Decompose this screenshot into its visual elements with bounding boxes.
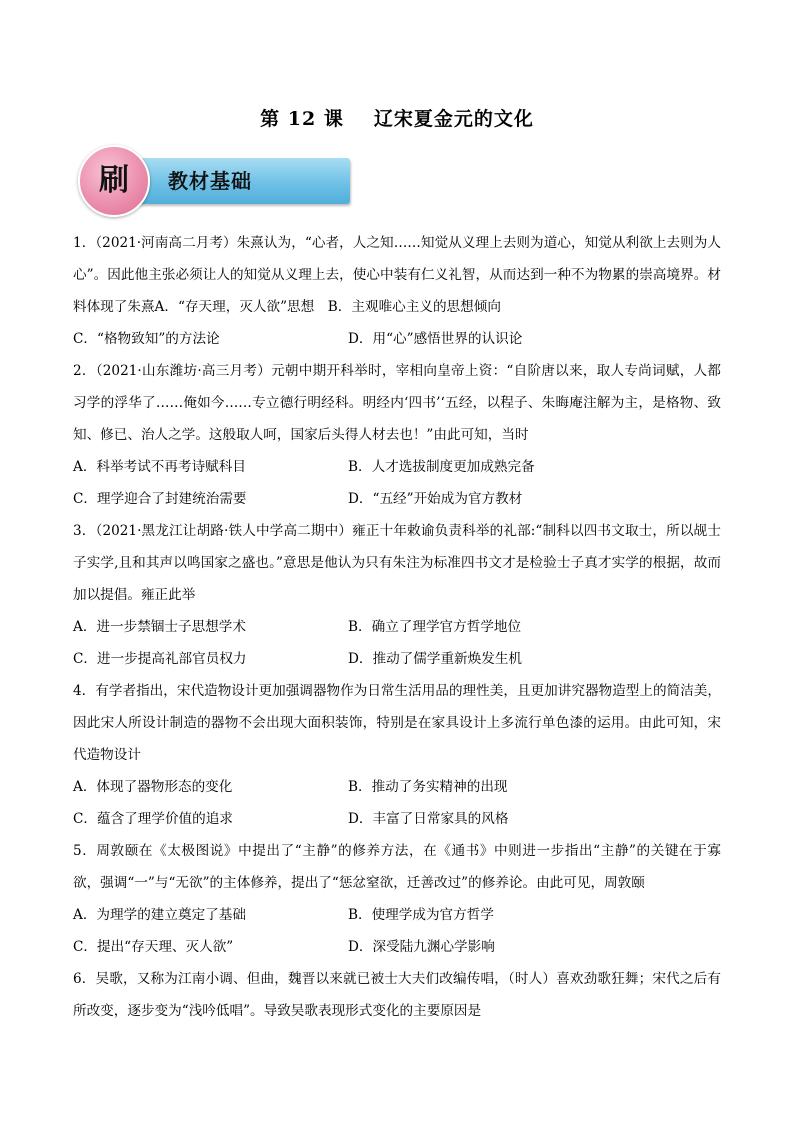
lesson-title	[0, 104, 794, 131]
option-d: D．推动了儒学重新焕发生机	[348, 651, 523, 667]
option-c: C．提出“存天理、灭人欲”	[73, 939, 234, 955]
option-row	[73, 323, 721, 355]
option-row	[73, 899, 721, 931]
question-stem: 2．（2021·山东潍坊·高三月考）元朝中期开科举时，宰相向皇帝上资：“自阶唐以来，取人专尚词赋，人都习学的浮华了……俺如今……专立德行明经科。明经内‘四书’‘五经，以程子、朱晦庵注解为主，是格物、致知、修已、治人之学。这般取人呵，国家后头得人材去也！”由此可知，当时	[73, 363, 721, 443]
option-row	[73, 611, 721, 643]
question-stem: 3．（2021·黑龙江让胡路·铁人中学高二期中）雍正十年敕谕负责科举的礼部:“制科以四书文取士，所以觇士子实学,且和其声以鸣国家之盛也。”意思是他认为只有朱注为标准四书文才是检验士子真才实学的根据，故而加以提倡。雍正此举	[73, 523, 721, 603]
option-a: A．体现了器物形态的变化	[73, 779, 233, 795]
question-2	[73, 355, 721, 515]
question-stem: 6．吴歌，又称为江南小调、但曲，魏晋以来就已被士大夫们改编传唱，（时人）喜欢劲歌狂舞；宋代之后有所改变，逐步变为“浅吟低唱”。导致吴歌表现形式变化的主要原因是	[73, 971, 721, 1019]
question-list	[73, 227, 721, 1027]
question-5	[73, 835, 721, 963]
question-stem: 5．周敦颐在《太极图说》中提出了“主静”的修养方法，在《通书》中则进一步指出“主静”的关键在于寡欲，强调“一”与“无欲”的主体修养，提出了“惩忿窒欲，迁善改过”的修养论。由此可见，周敦颐	[73, 843, 721, 891]
option-row	[73, 803, 721, 835]
lesson-name: 辽宋夏金元的文化	[373, 108, 534, 130]
question-stem: 4．有学者指出，宋代造物设计更加强调器物作为日常生活用品的理性美，且更加讲究器物造型上的简洁美，因此宋人所设计制造的器物不会出现大面积装饰，特别是在家具设计上多流行单色漆的运用。由此可知，宋代造物设计	[73, 683, 721, 763]
option-a: A．进一步禁锢士子思想学术	[73, 619, 246, 635]
section-banner	[78, 151, 348, 209]
option-c: C．“格物致知”的方法论	[73, 331, 220, 347]
option-c: C．理学迎合了封建统治需要	[73, 491, 247, 507]
option-b: B．使理学成为官方哲学	[348, 907, 494, 923]
option-c: C．蕴含了理学价值的追求	[73, 811, 233, 827]
banner-badge: 刷	[78, 145, 150, 217]
question-3	[73, 515, 721, 675]
option-a: A．科举考试不再考诗赋科目	[73, 459, 246, 475]
option-row	[73, 643, 721, 675]
option-row	[73, 483, 721, 515]
question-6	[73, 963, 721, 1027]
option-row	[73, 451, 721, 483]
option-d: D．用“心”感悟世界的认识论	[348, 331, 523, 347]
option-d: D．“五经”开始成为官方教材	[348, 491, 523, 507]
option-d: D．深受陆九渊心学影响	[348, 939, 495, 955]
option-b: B．确立了理学官方哲学地位	[348, 619, 522, 635]
question-1	[73, 227, 721, 355]
option-b: B．推动了务实精神的出现	[348, 779, 508, 795]
option-d: D．丰富了日常家具的风格	[348, 811, 509, 827]
question-stem: 1．（2021·河南高二月考）朱熹认为，“心者，人之知……知觉从义理上去则为道心，知觉从利欲上去则为人心”。因此他主张必须让人的知觉从义理上去，使心中装有仁义礼智，从而达到一种不为物累的崇高境界。材料体现了朱熹A．“存天理，灭人欲”思想 B．主观唯心主义的思想倾向	[73, 235, 721, 315]
banner-label: 教材基础	[168, 169, 252, 193]
question-4	[73, 675, 721, 835]
option-b: B．人才选拔制度更加成熟完备	[348, 459, 535, 475]
lesson-number: 第 12 课	[260, 108, 344, 130]
banner-bar	[120, 158, 350, 204]
option-row	[73, 771, 721, 803]
option-row	[73, 931, 721, 963]
option-c: C．进一步提高礼部官员权力	[73, 651, 247, 667]
option-a: A．为理学的建立奠定了基础	[73, 907, 246, 923]
